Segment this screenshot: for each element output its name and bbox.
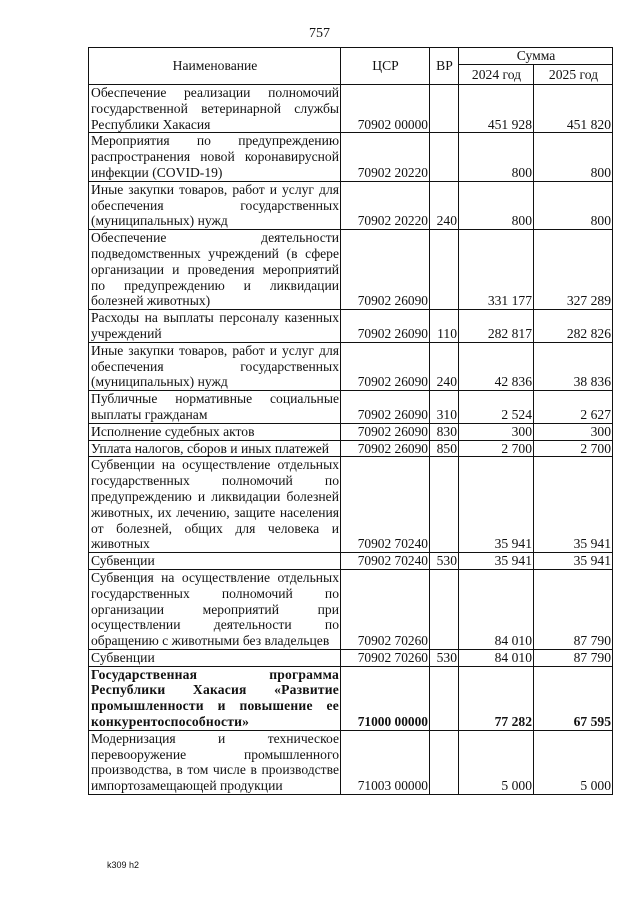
table-row [89, 310, 613, 343]
table-row [89, 391, 613, 424]
row-2025: 2 700 [534, 440, 613, 457]
row-2024: 42 836 [459, 342, 534, 390]
row-vr [430, 457, 459, 553]
row-name: Иные закупки товаров, работ и услуг для обеспечения государственных (муниципальных) нужд [89, 342, 341, 390]
table-row-program [89, 666, 613, 730]
row-vr: 310 [430, 391, 459, 424]
row-vr [430, 85, 459, 133]
table-row [89, 649, 613, 666]
row-name: Субвенции [89, 553, 341, 570]
row-csr: 71003 00000 [341, 730, 430, 794]
table-row [89, 423, 613, 440]
row-2025: 35 941 [534, 553, 613, 570]
row-2025: 5 000 [534, 730, 613, 794]
row-2024: 800 [459, 133, 534, 181]
row-vr [430, 230, 459, 310]
row-csr: 70902 00000 [341, 85, 430, 133]
row-vr [430, 569, 459, 649]
row-vr: 850 [430, 440, 459, 457]
row-csr: 70902 70240 [341, 457, 430, 553]
row-name: Государственная программа Республики Хакасия «Развитие промышленности и повышение ее конкурентоспособности» [89, 666, 341, 730]
row-2024: 2 524 [459, 391, 534, 424]
row-vr: 240 [430, 181, 459, 229]
row-vr [430, 666, 459, 730]
row-2025: 800 [534, 133, 613, 181]
row-name: Публичные нормативные социальные выплаты гражданам [89, 391, 341, 424]
row-2025: 38 836 [534, 342, 613, 390]
header-name: Наименование [89, 48, 341, 85]
row-2024: 35 941 [459, 553, 534, 570]
row-2024: 84 010 [459, 649, 534, 666]
row-2025: 327 289 [534, 230, 613, 310]
row-2025: 35 941 [534, 457, 613, 553]
table-row [89, 342, 613, 390]
row-2024: 5 000 [459, 730, 534, 794]
row-2024: 77 282 [459, 666, 534, 730]
row-2024: 84 010 [459, 569, 534, 649]
row-vr: 530 [430, 649, 459, 666]
row-name: Субвенции [89, 649, 341, 666]
table-row [89, 181, 613, 229]
row-2024: 331 177 [459, 230, 534, 310]
row-vr: 530 [430, 553, 459, 570]
row-csr: 71000 00000 [341, 666, 430, 730]
row-csr: 70902 26090 [341, 423, 430, 440]
row-2024: 800 [459, 181, 534, 229]
row-name: Обеспечение реализации полномочий государственной ветеринарной службы Республики Хакасия [89, 85, 341, 133]
row-2025: 282 826 [534, 310, 613, 343]
row-name: Иные закупки товаров, работ и услуг для обеспечения государственных (муниципальных) нужд [89, 181, 341, 229]
header-year-2025: 2025 год [534, 65, 613, 85]
row-name: Субвенция на осуществление отдельных государственных полномочий по организации мероприятий при осуществлении деятельности по обращению с животными без владельцев [89, 569, 341, 649]
table-row [89, 230, 613, 310]
table-row [89, 730, 613, 794]
row-vr: 830 [430, 423, 459, 440]
row-csr: 70902 26090 [341, 310, 430, 343]
row-vr [430, 730, 459, 794]
row-csr: 70902 20220 [341, 181, 430, 229]
row-vr: 110 [430, 310, 459, 343]
row-2025: 87 790 [534, 569, 613, 649]
row-2025: 300 [534, 423, 613, 440]
row-csr: 70902 70260 [341, 569, 430, 649]
footer-code: k309 h2 [107, 860, 140, 870]
row-2024: 2 700 [459, 440, 534, 457]
row-csr: 70902 26090 [341, 391, 430, 424]
row-2024: 282 817 [459, 310, 534, 343]
row-name: Субвенции на осуществление отдельных государственных полномочий по предупреждению и ликвидации болезней животных, их лечению, защите населения от болезней, общих для человека и животных [89, 457, 341, 553]
row-2024: 451 928 [459, 85, 534, 133]
table-row [89, 133, 613, 181]
header-csr: ЦСР [341, 48, 430, 85]
row-2025: 87 790 [534, 649, 613, 666]
row-vr [430, 133, 459, 181]
row-2025: 800 [534, 181, 613, 229]
budget-table [88, 47, 613, 795]
page-number: 757 [309, 26, 330, 41]
header-year-2024: 2024 год [459, 65, 534, 85]
table-row [89, 457, 613, 553]
row-csr: 70902 20220 [341, 133, 430, 181]
table-row [89, 569, 613, 649]
row-csr: 70902 26090 [341, 440, 430, 457]
row-csr: 70902 26090 [341, 230, 430, 310]
row-csr: 70902 70240 [341, 553, 430, 570]
header-sum: Сумма [459, 48, 613, 65]
row-name: Обеспечение деятельности подведомственных учреждений (в сфере организации и проведения мероприятий по предупреждению и ликвидации болезней животных) [89, 230, 341, 310]
row-2025: 451 820 [534, 85, 613, 133]
row-name: Расходы на выплаты персоналу казенных учреждений [89, 310, 341, 343]
table-row [89, 440, 613, 457]
row-name: Мероприятия по предупреждению распространения новой коронавирусной инфекции (COVID-19) [89, 133, 341, 181]
row-csr: 70902 26090 [341, 342, 430, 390]
row-2025: 2 627 [534, 391, 613, 424]
row-2024: 35 941 [459, 457, 534, 553]
table-row [89, 85, 613, 133]
row-name: Модернизация и техническое перевооружение промышленного производства, в том числе в производстве импортозамещающей продукции [89, 730, 341, 794]
row-vr: 240 [430, 342, 459, 390]
row-2025: 67 595 [534, 666, 613, 730]
row-csr: 70902 70260 [341, 649, 430, 666]
table-row [89, 553, 613, 570]
row-name: Уплата налогов, сборов и иных платежей [89, 440, 341, 457]
header-vr: ВР [430, 48, 459, 85]
row-2024: 300 [459, 423, 534, 440]
row-name: Исполнение судебных актов [89, 423, 341, 440]
